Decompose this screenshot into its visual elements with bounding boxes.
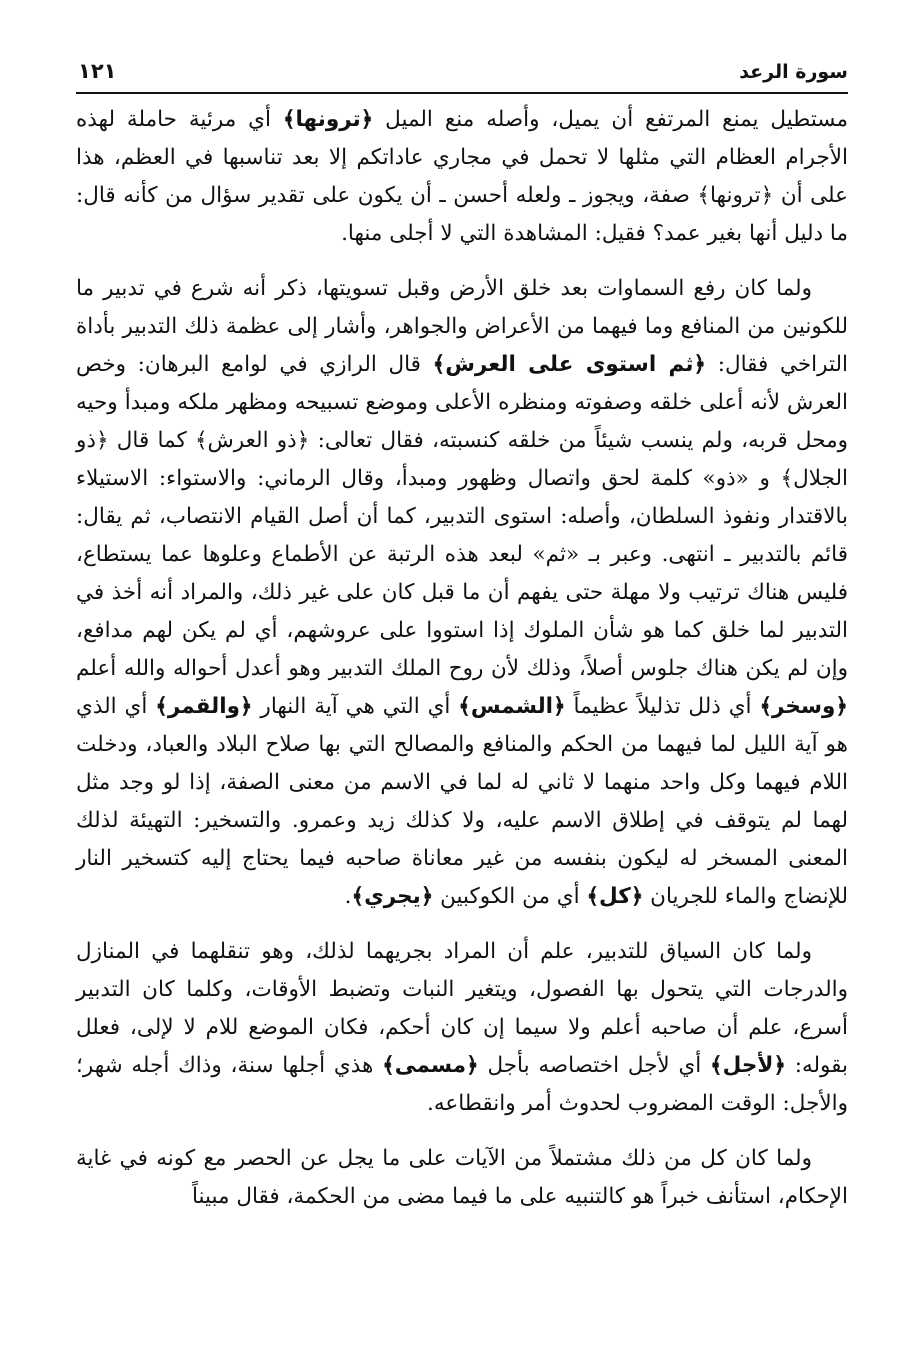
- quran-phrase: ﴿يجري﴾: [351, 884, 434, 909]
- page-number: ١٢١: [78, 59, 117, 83]
- text-segment: هذي أجلها سنة، وذاك أجله شهر؛ والأجل: الوقت المضروب لحدوث أمر وانقطاعه.: [76, 1053, 848, 1116]
- quran-phrase: ﴿مسمى﴾: [382, 1053, 479, 1078]
- text-segment: أي ذلل تذليلاً عظيماً: [565, 694, 760, 719]
- quran-phrase: ﴿ثم استوى على العرش﴾: [432, 352, 707, 377]
- paragraph-2: [76, 270, 848, 916]
- quran-phrase: ﴿والقمر﴾: [155, 694, 253, 719]
- text-segment: ولما كان كل من ذلك مشتملاً من الآيات على ما يجل عن الحصر مع كونه في غاية الإحكام، استأنف خبراً هو كالتنبيه على ما فيما مضى من الحكمة، فقال مبيناً: [76, 1146, 848, 1209]
- commentary-text: [76, 101, 848, 1216]
- surah-title: سورة الرعد: [739, 61, 848, 83]
- text-segment: أي مرئية حاملة لهذه الأجرام العظام التي مثلها لا تحمل في مجاري عاداتكم إلا بعد تناسبها في العظم، هذا على أن ﴿ترونها﴾ صفة، ويجوز ـ ولعله أحسن ـ أن يكون على تقدير سؤال من كأنه قال: ما دليل أنها بغير عمد؟ فقيل: المشاهدة التي لا أجلى منها.: [76, 107, 848, 246]
- text-segment: أي لأجل اختصاصه بأجل: [478, 1053, 711, 1078]
- text-segment: .: [344, 884, 352, 909]
- quran-phrase: ﴿ترونها﴾: [282, 107, 374, 132]
- paragraph-1: [76, 101, 848, 253]
- running-header: [76, 52, 848, 94]
- text-segment: أي الذي هو آية الليل لما فيهما من الحكم والمنافع والمصالح التي بها صلاح البلاد والعباد، ودخلت اللام فيهما وكل واحد منهما لا ثاني له لما في الاسم من معنى الصفة، إذا لو وجد مثل لهما لم يتوقف في إطلاق الاسم عليه، ولا كذلك زيد وعمرو. والتسخير: التهيئة لذلك المعنى المسخر له ليكون بنفسه من غير معاناة صاحبه فيما يحتاج إليه كتسخير النار للإنضاج والماء للجريان: [76, 694, 848, 909]
- text-segment: مستطيل يمنع المرتفع أن يميل، وأصله منع الميل: [373, 107, 848, 132]
- text-segment: ولما كان السياق للتدبير، علم أن المراد بجريهما لذلك، وهو تنقلهما في المنازل والدرجات التي يتحول بها الفصول، ويتغير النبات وتضبط الأوقات، وكلما كان التدبير أسرع، علم أن صاحبه أعلم ولا سيما إن كان أحكم، فكان الموضع للام لا لإلى، فعلل بقوله:: [76, 939, 848, 1078]
- text-segment: أي التي هي آية النهار: [252, 694, 459, 719]
- quran-phrase: ﴿لأجل﴾: [710, 1053, 786, 1078]
- quran-phrase: ﴿الشمس﴾: [458, 694, 566, 719]
- text-segment: ولما كان رفع السماوات بعد خلق الأرض وقبل تسويتها، ذكر أنه شرع في تدبير ما للكونين من المنافع وما فيهما من الأعراض والجواهر، وأشار إلى عظمة ذلك التدبير بأداة التراخي فقال:: [76, 276, 849, 377]
- quran-phrase: ﴿وسخر﴾: [759, 694, 849, 719]
- paragraph-3: [76, 933, 848, 1123]
- quran-phrase: ﴿كل﴾: [586, 884, 644, 909]
- text-segment: أي من الكوكبين: [433, 884, 587, 909]
- paragraph-4: [76, 1140, 848, 1216]
- text-segment: قال الرازي في لوامع البرهان: وخص العرش لأنه أعلى خلقه وصفوته ومنظره الأعلى وموضع تسبيحه ومظهر ملكه ومبدأ وحيه ومحل قربه، ولم ينسب شيئاً من خلقه كنسبته، فقال تعالى: ﴿ذو العرش﴾ كما قال ﴿ذو الجلال﴾ و «ذو» كلمة لحق واتصال وظهور ومبدأ، وقال الرماني: والاستواء: الاستيلاء بالاقتدار ونفوذ السلطان، وأصله: استوى التدبير، كما أن أصل القيام الانتصاب، ثم يقال: قائم بالتدبير ـ انتهى. وعبر بـ «ثم» لبعد هذه الرتبة عن الأطماع وعلوها عما يستطاع، فليس هناك ترتيب ولا مهلة حتى يفهم أن ما قبل كان على غير ذلك، والمراد أنه أخذ في التدبير لما خلق كما هو شأن الملوك إذا استووا على عروشهم، أي لم يكن لهم مدافع، وإن لم يكن هناك جلوس أصلاً، وذلك لأن روح الملك التدبير وهو أعدل أحواله والله أعلم: [76, 352, 848, 681]
